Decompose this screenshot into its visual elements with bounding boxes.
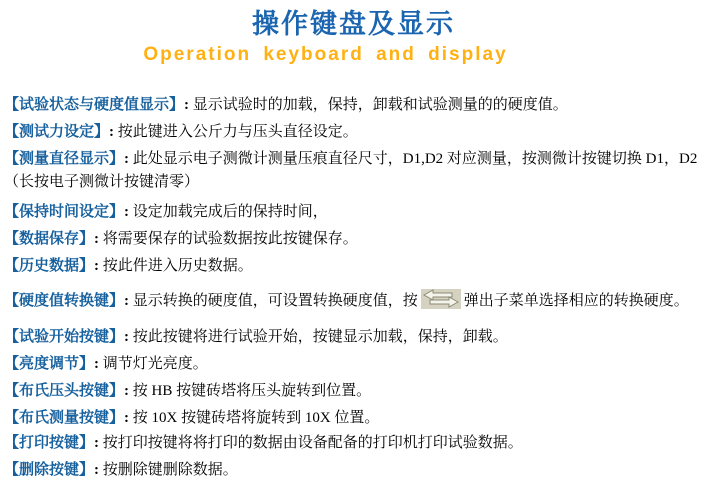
- paragraph-text: 按此按键将进行试验开始，按键显示加载，保持，卸载。: [132, 329, 508, 345]
- paragraph-print: [4, 430, 703, 457]
- paragraph-colon: :: [124, 293, 133, 309]
- paragraph-colon: :: [94, 231, 103, 247]
- paragraph-label: 【历史数据】: [4, 258, 95, 274]
- paragraph-colon: :: [109, 124, 118, 140]
- paragraph-text: 弹出子菜单选择相应的转换硬度。: [463, 293, 689, 309]
- page-subtitle: Operation keyboard and display: [143, 44, 508, 65]
- paragraph-label: 【测量直径显示】: [4, 151, 125, 167]
- content: [4, 92, 703, 484]
- paragraph-hardness-convert: [4, 288, 703, 315]
- swap-arrows-icon: [421, 289, 461, 309]
- paragraph-label: 【亮度调节】: [4, 356, 95, 372]
- paragraph-colon: :: [94, 435, 103, 451]
- paragraph-label: 【试验开始按键】: [4, 329, 125, 345]
- paragraph-label: 【打印按键】: [4, 435, 95, 451]
- paragraph-text: 设定加载完成后的保持时间，: [132, 204, 328, 220]
- paragraph-text: 将需要保存的试验数据按此按键保存。: [102, 231, 358, 247]
- paragraph-brinell-indenter: [4, 378, 703, 405]
- paragraph-label: 【数据保存】: [4, 231, 95, 247]
- paragraph-text: 按打印按键将将打印的数据由设备配备的打印机打印试验数据。: [102, 435, 523, 451]
- paragraph-text: 调节灯光亮度。: [102, 356, 208, 372]
- paragraph-text: 按 10X 按键砖塔将旋转到 10X 位置。: [132, 410, 380, 426]
- paragraph-brightness: [4, 351, 703, 378]
- paragraph-text: 按删除键删除数据。: [102, 462, 238, 478]
- paragraph-history-data: [4, 253, 703, 280]
- paragraph-label: 【测试力设定】: [4, 124, 110, 140]
- paragraph-text: 按 HB 按键砖塔将压头旋转到位置。: [132, 383, 372, 399]
- paragraph-colon: :: [124, 329, 133, 345]
- paragraph-data-save: [4, 226, 703, 253]
- paragraph-colon: :: [94, 356, 103, 372]
- paragraph-colon: :: [124, 410, 133, 426]
- paragraph-label: 【布氏压头按键】: [4, 383, 125, 399]
- paragraph-text: 显示试验时的加载，保持，卸载和试验测量的的硬度值。: [192, 97, 568, 113]
- paragraph-text: （长按电子测微计按键清零）: [4, 174, 200, 190]
- paragraph-colon: :: [184, 97, 193, 113]
- paragraph-diameter-note: [4, 169, 703, 196]
- paragraph-text: 按此键进入公斤力与压头直径设定。: [117, 124, 358, 140]
- paragraph-hold-time: [4, 199, 703, 226]
- paragraph-text: 显示转换的硬度值，可设置转换硬度值，按: [132, 293, 418, 309]
- paragraph-label: 【硬度值转换键】: [4, 293, 125, 309]
- paragraph-colon: :: [94, 462, 103, 478]
- paragraph-text: 此处显示电子测微计测量压痕直径尺寸，D1,D2 对应测量，按测微计按键切换 D1，D2: [132, 151, 698, 167]
- paragraph-colon: :: [94, 258, 103, 274]
- paragraph-colon: :: [124, 151, 133, 167]
- paragraph-brinell-measure: [4, 405, 703, 432]
- paragraph-test-status: [4, 92, 703, 119]
- paragraph-colon: :: [124, 204, 133, 220]
- paragraph-label: 【删除按键】: [4, 462, 95, 478]
- paragraph-delete: [4, 457, 703, 484]
- paragraph-label: 【试验状态与硬度值显示】: [4, 97, 185, 113]
- paragraph-test-start: [4, 324, 703, 351]
- paragraph-text: 按此件进入历史数据。: [102, 258, 253, 274]
- paragraph-label: 【保持时间设定】: [4, 204, 125, 220]
- paragraph-colon: :: [124, 383, 133, 399]
- paragraph-label: 【布氏测量按键】: [4, 410, 125, 426]
- page-title: 操作键盘及显示: [252, 9, 455, 39]
- paragraph-test-force: [4, 119, 703, 146]
